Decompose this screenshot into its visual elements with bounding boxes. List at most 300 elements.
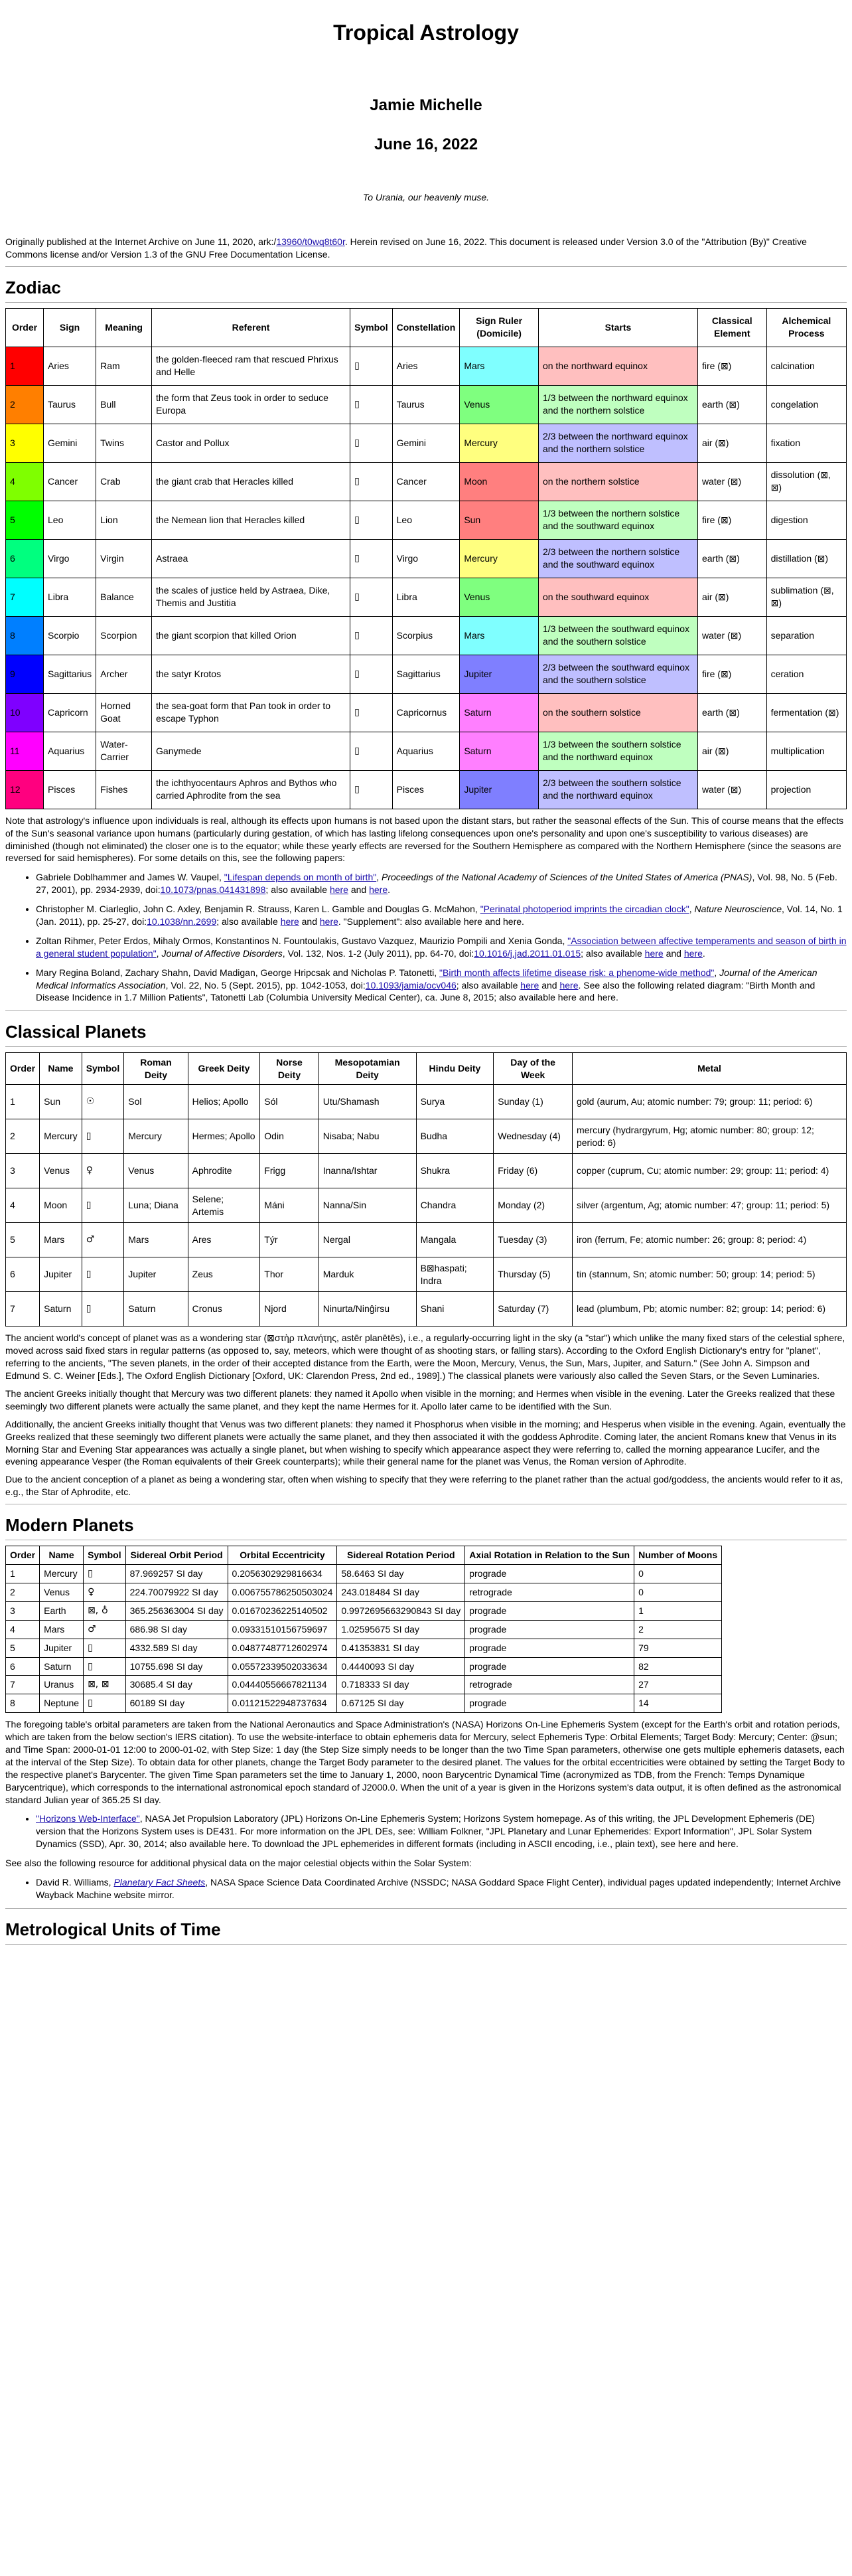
table-cell: 0.67125 SI day — [337, 1694, 465, 1713]
table-cell: copper (cuprum, Cu; atomic number: 29; group: 11; period: 4) — [572, 1154, 846, 1188]
table-cell: 1 — [6, 1565, 40, 1583]
sign-start: 2/3 between the northern solstice and the southward equinox — [538, 539, 697, 578]
sign-order-cell: 9 — [6, 655, 44, 693]
column-header: Sign — [44, 308, 96, 347]
table-cell: ▯ — [84, 1639, 126, 1657]
table-row — [6, 1223, 847, 1257]
sign-constellation: Taurus — [392, 385, 460, 424]
list-item — [36, 935, 847, 960]
sign-symbol: ▯ — [350, 578, 393, 616]
table-cell: 1.02595675 SI day — [337, 1620, 465, 1639]
table-cell: 0.006755786250503024 — [228, 1583, 337, 1601]
table-cell: 0.718333 SI day — [337, 1676, 465, 1694]
table-cell: 2 — [6, 1119, 40, 1154]
sign-meaning: Lion — [96, 501, 152, 539]
doi-link[interactable]: 10.1073/pnas.041431898 — [160, 884, 266, 896]
table-cell: Saturn — [40, 1657, 84, 1676]
table-cell: lead (plumbum, Pb; atomic number: 82; group: 14; period: 6) — [572, 1292, 846, 1327]
table-cell: Chandra — [416, 1188, 494, 1223]
table-cell: Mercury — [40, 1119, 82, 1154]
sign-start: 1/3 between the northward equinox and the northern solstice — [538, 385, 697, 424]
sign-referent: the Nemean lion that Heracles killed — [152, 501, 350, 539]
sign-name: Scorpio — [44, 616, 96, 655]
column-header: Symbol — [350, 308, 393, 347]
here-link[interactable]: here — [644, 947, 664, 959]
table-cell: Marduk — [319, 1257, 416, 1292]
column-header: Sidereal Orbit Period — [125, 1546, 228, 1565]
journal-name: Journal of the American Medical Informatics Association — [36, 967, 817, 991]
table-cell: Ares — [188, 1223, 260, 1257]
sign-process: calcination — [766, 347, 846, 385]
column-header: Metal — [572, 1053, 846, 1085]
column-header: Number of Moons — [634, 1546, 722, 1565]
sign-order-cell: 5 — [6, 501, 44, 539]
publication-date: June 16, 2022 — [374, 135, 478, 153]
column-header: Mesopotamian Deity — [319, 1053, 416, 1085]
sign-order-cell: 4 — [6, 462, 44, 501]
ref-sep: , — [156, 947, 162, 959]
table-cell: prograde — [465, 1620, 634, 1639]
list-item — [36, 871, 847, 896]
sign-element: earth (⊠) — [697, 385, 766, 424]
table-cell: Earth — [40, 1601, 84, 1620]
table-row — [6, 424, 847, 462]
sign-referent: the scales of justice held by Astraea, Dike, Themis and Justitia — [152, 578, 350, 616]
table-cell: Mercury — [124, 1119, 188, 1154]
horizons-link[interactable]: "Horizons Web-Interface" — [36, 1813, 140, 1824]
table-cell: Odin — [260, 1119, 319, 1154]
paper-link[interactable]: "Birth month affects lifetime disease risk: a phenome-wide method" — [439, 967, 715, 978]
sign-meaning: Archer — [96, 655, 152, 693]
ref-tail: ; also available — [265, 884, 330, 896]
ref-text: , NASA Jet Propulsion Laboratory (JPL) Horizons On-Line Ephemeris System; Horizons System homepage. As of this writing, the JPL Development Ephemeris (DE) version that the Horizons System uses is DE431. For more information on the JPL DEs, see: William Folkner, "JPL Planetary and Lunar Ephemerides: Export Information", JPL Solar System Dynamics (SSD), Apr. 30, 2014; also available here. To download the JPL ephemerides in different formats (including in ASCII encoding, i.e., plain text), see here and here. — [36, 1813, 815, 1850]
sign-meaning: Twins — [96, 424, 152, 462]
table-cell: Nisaba; Nabu — [319, 1119, 416, 1154]
sign-symbol: ▯ — [350, 501, 393, 539]
ref-details: , Vol. 14, No. 1 (Jan. 2011), pp. 25-27, doi: — [36, 904, 843, 927]
table-cell: 4332.589 SI day — [125, 1639, 228, 1657]
sign-meaning: Bull — [96, 385, 152, 424]
ref-text: , NASA Space Science Data Coordinated Archive (NSSDC; NASA Goddard Space Flight Center), individual pages updated independently; Internet Archive Wayback Machine website mirror. — [36, 1877, 841, 1900]
zodiac-header-row — [6, 308, 847, 347]
table-cell: 224.70079922 SI day — [125, 1583, 228, 1601]
here-link[interactable]: here — [329, 884, 348, 896]
table-cell: Hermes; Apollo — [188, 1119, 260, 1154]
table-cell: 3 — [6, 1601, 40, 1620]
sign-name: Leo — [44, 501, 96, 539]
sign-referent: the giant crab that Heracles killed — [152, 462, 350, 501]
modern-para-2: See also the following resource for additional physical data on the major celestial objects within the Solar System: — [5, 1858, 472, 1869]
classical-planets-table — [5, 1052, 847, 1327]
sign-process: multiplication — [766, 732, 846, 770]
table-row — [6, 578, 847, 616]
table-cell: Surya — [416, 1085, 494, 1119]
sign-referent: the golden-fleeced ram that rescued Phrixus and Helle — [152, 347, 350, 385]
table-cell: Mangala — [416, 1223, 494, 1257]
sign-meaning: Water-Carrier — [96, 732, 152, 770]
table-cell: Mercury — [40, 1565, 84, 1583]
sign-symbol: ▯ — [350, 385, 393, 424]
column-header: Constellation — [392, 308, 460, 347]
sign-ruler: Mars — [460, 616, 539, 655]
table-cell: Saturn — [40, 1292, 82, 1327]
zodiac-heading: Zodiac — [5, 276, 847, 303]
table-cell: Nergal — [319, 1223, 416, 1257]
table-cell: Thor — [260, 1257, 319, 1292]
table-cell: Njord — [260, 1292, 319, 1327]
table-cell: 0.04440556667821134 — [228, 1676, 337, 1694]
sign-constellation: Virgo — [392, 539, 460, 578]
sign-meaning: Fishes — [96, 770, 152, 809]
table-cell: mercury (hydrargyrum, Hg; atomic number: 80; group: 12; period: 6) — [572, 1119, 846, 1154]
journal-name: Nature Neuroscience — [694, 904, 782, 915]
column-header: Symbol — [84, 1546, 126, 1565]
table-row — [6, 1257, 847, 1292]
column-header: Norse Deity — [260, 1053, 319, 1085]
table-cell: prograde — [465, 1565, 634, 1583]
column-header: Orbital Eccentricity — [228, 1546, 337, 1565]
table-cell: Tuesday (3) — [494, 1223, 573, 1257]
sign-ruler: Jupiter — [460, 770, 539, 809]
column-header: Greek Deity — [188, 1053, 260, 1085]
sign-meaning: Crab — [96, 462, 152, 501]
sign-element: water (⊠) — [697, 616, 766, 655]
table-cell: Wednesday (4) — [494, 1119, 573, 1154]
sign-process: fermentation (⊠) — [766, 693, 846, 732]
sign-process: ceration — [766, 655, 846, 693]
table-cell: ▯ — [82, 1292, 124, 1327]
column-header: Alchemical Process — [766, 308, 846, 347]
ref-details: , Vol. 98, No. 5 (Feb. 27, 2001), pp. 2934-2939, doi: — [36, 872, 837, 896]
table-cell: 243.018484 SI day — [337, 1583, 465, 1601]
ref-and: and — [348, 884, 370, 896]
table-cell: iron (ferrum, Fe; atomic number: 26; group: 8; period: 4) — [572, 1223, 846, 1257]
column-header: Order — [6, 308, 44, 347]
table-cell: Thursday (5) — [494, 1257, 573, 1292]
sign-element: fire (⊠) — [697, 501, 766, 539]
column-header: Sidereal Rotation Period — [337, 1546, 465, 1565]
paper-link[interactable]: "Perinatal photoperiod imprints the circadian clock" — [480, 904, 689, 915]
sign-name: Pisces — [44, 770, 96, 809]
table-cell: 87.969257 SI day — [125, 1565, 228, 1583]
table-cell: Jupiter — [40, 1257, 82, 1292]
table-row — [6, 616, 847, 655]
sign-start: 2/3 between the southward equinox and the southern solstice — [538, 655, 697, 693]
publication-note — [5, 236, 847, 261]
column-header: Hindu Deity — [416, 1053, 494, 1085]
table-cell: Saturday (7) — [494, 1292, 573, 1327]
table-cell: 1 — [6, 1085, 40, 1119]
sign-constellation: Libra — [392, 578, 460, 616]
column-header: Referent — [152, 308, 350, 347]
table-cell: ▯ — [82, 1119, 124, 1154]
table-cell: Frigg — [260, 1154, 319, 1188]
dedication: To Urania, our heavenly muse. — [362, 191, 490, 202]
sign-ruler: Sun — [460, 501, 539, 539]
sign-ruler: Mercury — [460, 539, 539, 578]
table-row — [6, 1583, 722, 1601]
zodiac-note: Note that astrology's influence upon individuals is real, although its effects upon humans is not based upon the distant stars, but rather the seasonal effects of the Sun. This of course means that the effects of the Sun's seasonal variance upon humans (particularly during gestation, of which has lasting lifelong consequences upon one's personality and upon one's susceptibility to various diseases) are diminished (though not eliminated) the closer one is to the equator; while these yearly effects are reversed for the Southern Hemisphere as compared with the Northern Hemisphere (since the seasons are reversed for said hemispheres). For some details on this, see the following papers: — [5, 815, 844, 864]
sign-constellation: Pisces — [392, 770, 460, 809]
table-cell: Mars — [40, 1620, 84, 1639]
sign-meaning: Horned Goat — [96, 693, 152, 732]
table-cell: prograde — [465, 1639, 634, 1657]
table-cell: 365.256363004 SI day — [125, 1601, 228, 1620]
table-cell: 30685.4 SI day — [125, 1676, 228, 1694]
table-cell: Shani — [416, 1292, 494, 1327]
next-section-heading: Metrological Units of Time — [5, 1918, 847, 1945]
ark-link[interactable]: 13960/t0wq8t60r — [276, 236, 345, 247]
table-cell: Zeus — [188, 1257, 260, 1292]
sign-order-cell: 8 — [6, 616, 44, 655]
doi-link[interactable]: 10.1038/nn.2699 — [147, 916, 217, 927]
column-header: Day of the Week — [494, 1053, 573, 1085]
table-row — [6, 1639, 722, 1657]
sign-constellation: Gemini — [392, 424, 460, 462]
table-cell: tin (stannum, Sn; atomic number: 50; group: 14; period: 5) — [572, 1257, 846, 1292]
doi-link[interactable]: 10.1016/j.jad.2011.01.015 — [474, 947, 581, 959]
table-cell: 14 — [634, 1694, 722, 1713]
table-cell: Luna; Diana — [124, 1188, 188, 1223]
sign-process: projection — [766, 770, 846, 809]
table-cell: Moon — [40, 1188, 82, 1223]
column-header: Name — [40, 1053, 82, 1085]
sign-name: Capricorn — [44, 693, 96, 732]
table-cell: ⊠, ♁ — [84, 1601, 126, 1620]
paper-link[interactable]: "Lifespan depends on month of birth" — [224, 872, 377, 883]
table-row — [6, 770, 847, 809]
sign-name: Gemini — [44, 424, 96, 462]
ref-tail: ; also available — [581, 947, 645, 959]
sign-symbol: ▯ — [350, 462, 393, 501]
sign-referent: the form that Zeus took in order to seduce Europa — [152, 385, 350, 424]
classical-heading: Classical Planets — [5, 1020, 847, 1047]
classical-para-1: The ancient world's concept of planet was as a wondering star (⊠στὴρ πλανήτης, astēr planētēs), i.e., a regularly-occurring light in the sky (a "star") which unlike the many fixed stars of the celestial sphere, moved across said fixed stars in regular patterns (as opposed to, say, meteors, which were thought of as shooting stars, or falling stars). According to the Oxford English Dictionary's entry for "planet", referring to the ancients, "The seven planets, in the order of their accepted distance from the Earth, were the Moon, Mercury, Venus, the Sun, Mars, Jupiter, and Saturn." (See John A. Simpson and Edmund S. C. Weiner [Eds.], The Oxford English Dictionary [Oxford, UK: Clarendon Press, 2nd ed., 1989].) The classical planets were variously also called the Seven Stars, or the Seven Luminaries. — [5, 1332, 845, 1382]
table-cell: prograde — [465, 1694, 634, 1713]
sign-constellation: Aries — [392, 347, 460, 385]
journal-name: Journal of Affective Disorders — [161, 947, 283, 959]
sign-process: sublimation (⊠, ⊠) — [766, 578, 846, 616]
sign-name: Aries — [44, 347, 96, 385]
modern-header-row — [6, 1546, 722, 1565]
column-header: Order — [6, 1053, 40, 1085]
table-cell: Selene; Artemis — [188, 1188, 260, 1223]
table-cell: 0.41353831 SI day — [337, 1639, 465, 1657]
sign-name: Taurus — [44, 385, 96, 424]
table-cell: gold (aurum, Au; atomic number: 79; group: 11; period: 6) — [572, 1085, 846, 1119]
table-cell: Mars — [124, 1223, 188, 1257]
sign-element: water (⊠) — [697, 770, 766, 809]
table-cell: Saturn — [124, 1292, 188, 1327]
column-header: Axial Rotation in Relation to the Sun — [465, 1546, 634, 1565]
table-cell: 0.2056302929816634 — [228, 1565, 337, 1583]
sign-start: 1/3 between the southward equinox and the southern solstice — [538, 616, 697, 655]
sign-order-cell: 10 — [6, 693, 44, 732]
table-cell: 5 — [6, 1223, 40, 1257]
ref-tail: ; also available — [216, 916, 281, 927]
table-cell: Inanna/Ishtar — [319, 1154, 416, 1188]
here-link[interactable]: here — [319, 916, 338, 927]
list-item — [36, 1812, 847, 1850]
table-cell: Máni — [260, 1188, 319, 1223]
sign-referent: Ganymede — [152, 732, 350, 770]
ref-sep: , — [714, 967, 720, 978]
table-cell: ♀ — [84, 1583, 126, 1601]
sign-start: 2/3 between the southern solstice and the northward equinox — [538, 770, 697, 809]
divider — [5, 1908, 847, 1909]
table-cell: 8 — [6, 1694, 40, 1713]
pub-text-2: . Herein revised on June 16, 2022. This document is released under Version 3.0 of the "Attribution (By)" Creative Commons license and/or Version 1.3 of the GNU Free Documentation License. — [5, 236, 807, 260]
sign-ruler: Mars — [460, 347, 539, 385]
sign-ruler: Moon — [460, 462, 539, 501]
sign-order-cell: 1 — [6, 347, 44, 385]
table-cell: ♂ — [84, 1620, 126, 1639]
table-cell: Venus — [40, 1154, 82, 1188]
sign-order-cell: 6 — [6, 539, 44, 578]
modern-planets-table — [5, 1546, 722, 1713]
table-cell: 4 — [6, 1620, 40, 1639]
sign-referent: the giant scorpion that killed Orion — [152, 616, 350, 655]
here-link[interactable]: here — [280, 916, 299, 927]
table-cell: prograde — [465, 1657, 634, 1676]
sign-referent: Castor and Pollux — [152, 424, 350, 462]
table-cell: 5 — [6, 1639, 40, 1657]
classical-para-2: The ancient Greeks initially thought that Mercury was two different planets: they named it Apollo when visible in the morning; and Hermes when visible in the evening. Later the Greeks realized that these seemingly two different planets were actually the same planet, and they kept the name Hermes for it. Apollo later came to be identified with the Sun. — [5, 1388, 835, 1411]
sign-symbol: ▯ — [350, 732, 393, 770]
column-header: Meaning — [96, 308, 152, 347]
table-cell: ☉ — [82, 1085, 124, 1119]
column-header: Order — [6, 1546, 40, 1565]
sign-process: digestion — [766, 501, 846, 539]
sign-ruler: Venus — [460, 385, 539, 424]
sign-name: Sagittarius — [44, 655, 96, 693]
table-cell: ▯ — [82, 1188, 124, 1223]
column-header: Sign Ruler (Domicile) — [460, 308, 539, 347]
table-cell: 0.09331510156759697 — [228, 1620, 337, 1639]
table-cell: Monday (2) — [494, 1188, 573, 1223]
ref-authors: Christopher M. Ciarleglio, John C. Axley, Benjamin R. Strauss, Karen L. Gamble and Douglas G. McMahon, — [36, 904, 480, 915]
doi-link[interactable]: 10.1093/jamia/ocv046 — [365, 979, 457, 991]
table-cell: Neptune — [40, 1694, 84, 1713]
table-cell: Týr — [260, 1223, 319, 1257]
sign-start: 1/3 between the northern solstice and the southward equinox — [538, 501, 697, 539]
table-cell: 1 — [634, 1601, 722, 1620]
table-cell: 10755.698 SI day — [125, 1657, 228, 1676]
sign-meaning: Virgin — [96, 539, 152, 578]
table-cell: 27 — [634, 1676, 722, 1694]
sign-referent: the satyr Krotos — [152, 655, 350, 693]
table-cell: 3 — [6, 1154, 40, 1188]
sign-constellation: Capricornus — [392, 693, 460, 732]
table-row — [6, 1620, 722, 1639]
sign-process: distillation (⊠) — [766, 539, 846, 578]
here-link[interactable]: here — [369, 884, 388, 896]
sign-symbol: ▯ — [350, 655, 393, 693]
sign-name: Aquarius — [44, 732, 96, 770]
table-cell: ▯ — [84, 1694, 126, 1713]
ref-details: , Vol. 22, No. 5 (Sept. 2015), pp. 1042-1053, doi: — [165, 979, 366, 991]
table-cell: ♀ — [82, 1154, 124, 1188]
sign-ruler: Jupiter — [460, 655, 539, 693]
ref-and: and — [663, 947, 684, 959]
table-cell: silver (argentum, Ag; atomic number: 47; group: 11; period: 5) — [572, 1188, 846, 1223]
table-row — [6, 693, 847, 732]
table-cell: Ninurta/Ninĝirsu — [319, 1292, 416, 1327]
table-cell: ▯ — [84, 1657, 126, 1676]
table-cell: 0.04877487712602974 — [228, 1639, 337, 1657]
ref-sep: , — [689, 904, 695, 915]
ref-end: . — [702, 947, 705, 959]
table-cell: Sol — [124, 1085, 188, 1119]
sign-referent: the ichthyocentaurs Aphros and Bythos who carried Aphrodite from the sea — [152, 770, 350, 809]
sign-symbol: ▯ — [350, 616, 393, 655]
sign-element: air (⊠) — [697, 732, 766, 770]
sign-element: water (⊠) — [697, 462, 766, 501]
sign-start: on the northern solstice — [538, 462, 697, 501]
table-cell: Sun — [40, 1085, 82, 1119]
table-row — [6, 1085, 847, 1119]
zodiac-references — [5, 871, 847, 1004]
table-row — [6, 732, 847, 770]
paper-link[interactable]: "Association between affective temperaments and season of birth in a general student population" — [36, 935, 847, 959]
here-link[interactable]: here — [559, 979, 579, 991]
table-row — [6, 1601, 722, 1620]
table-cell: ⊠, ⊠ — [84, 1676, 126, 1694]
sign-name: Cancer — [44, 462, 96, 501]
sign-start: 1/3 between the southern solstice and the northward equinox — [538, 732, 697, 770]
table-row — [6, 1119, 847, 1154]
sign-start: on the northward equinox — [538, 347, 697, 385]
here-link[interactable]: here — [683, 947, 703, 959]
sign-element: fire (⊠) — [697, 655, 766, 693]
list-item — [36, 967, 847, 1005]
sign-symbol: ▯ — [350, 424, 393, 462]
ref-authors: Gabriele Doblhammer and James W. Vaupel, — [36, 872, 224, 883]
table-row — [6, 655, 847, 693]
ref-end: . See also the following related diagram: "Birth Month and Disease Incidence in 1.7 Million Patients", Tatonetti Lab (Columbia University Medical Center), ca. June 8, 2015; also available here and here. — [36, 979, 816, 1003]
fact-sheets-link[interactable]: Planetary Fact Sheets — [113, 1877, 206, 1888]
here-link[interactable]: here — [520, 979, 539, 991]
sign-element: air (⊠) — [697, 424, 766, 462]
zodiac-table — [5, 308, 847, 809]
table-cell: 79 — [634, 1639, 722, 1657]
ref-end: . "Supplement": also available here and here. — [338, 916, 524, 927]
sign-ruler: Venus — [460, 578, 539, 616]
table-row — [6, 1676, 722, 1694]
table-cell: 58.6463 SI day — [337, 1565, 465, 1583]
table-cell: Cronus — [188, 1292, 260, 1327]
column-header: Symbol — [82, 1053, 124, 1085]
sign-constellation: Scorpius — [392, 616, 460, 655]
table-row — [6, 1292, 847, 1327]
classical-header-row — [6, 1053, 847, 1085]
sign-element: earth (⊠) — [697, 539, 766, 578]
column-header: Name — [40, 1546, 84, 1565]
sign-meaning: Scorpion — [96, 616, 152, 655]
table-cell: 7 — [6, 1676, 40, 1694]
table-row — [6, 347, 847, 385]
sign-referent: Astraea — [152, 539, 350, 578]
table-cell: Helios; Apollo — [188, 1085, 260, 1119]
sign-order-cell: 12 — [6, 770, 44, 809]
table-cell: 0.01670236225140502 — [228, 1601, 337, 1620]
classical-para-3: Additionally, the ancient Greeks initially thought that Venus was two different planets: they named it Phosphorus when visible in the morning; and Hesperus when visible in the evening. Again, eventually the Greeks realized that these seemingly two different planets were actually the same planet, and they then associated it with the goddess Aphrodite. Coming later, the ancient Romans knew that Venus in its Morning Star and Evening Star appearances was actually a single planet, but when wishing to specify which appearance aspect they were referring to, called the morning appearance Lucifer, and the evening appearance Vesper (the Roman equivalents of their Greek counterparts); while their general name for the planet was Venus, the Roman version of Aphrodite. — [5, 1418, 846, 1467]
ref-authors: Mary Regina Boland, Zachary Shahn, David Madigan, George Hripcsak and Nicholas P. Tatonetti, — [36, 967, 440, 978]
table-cell: Aphrodite — [188, 1154, 260, 1188]
table-cell: Nanna/Sin — [319, 1188, 416, 1223]
table-cell: 686.98 SI day — [125, 1620, 228, 1639]
table-cell: ♂ — [82, 1223, 124, 1257]
